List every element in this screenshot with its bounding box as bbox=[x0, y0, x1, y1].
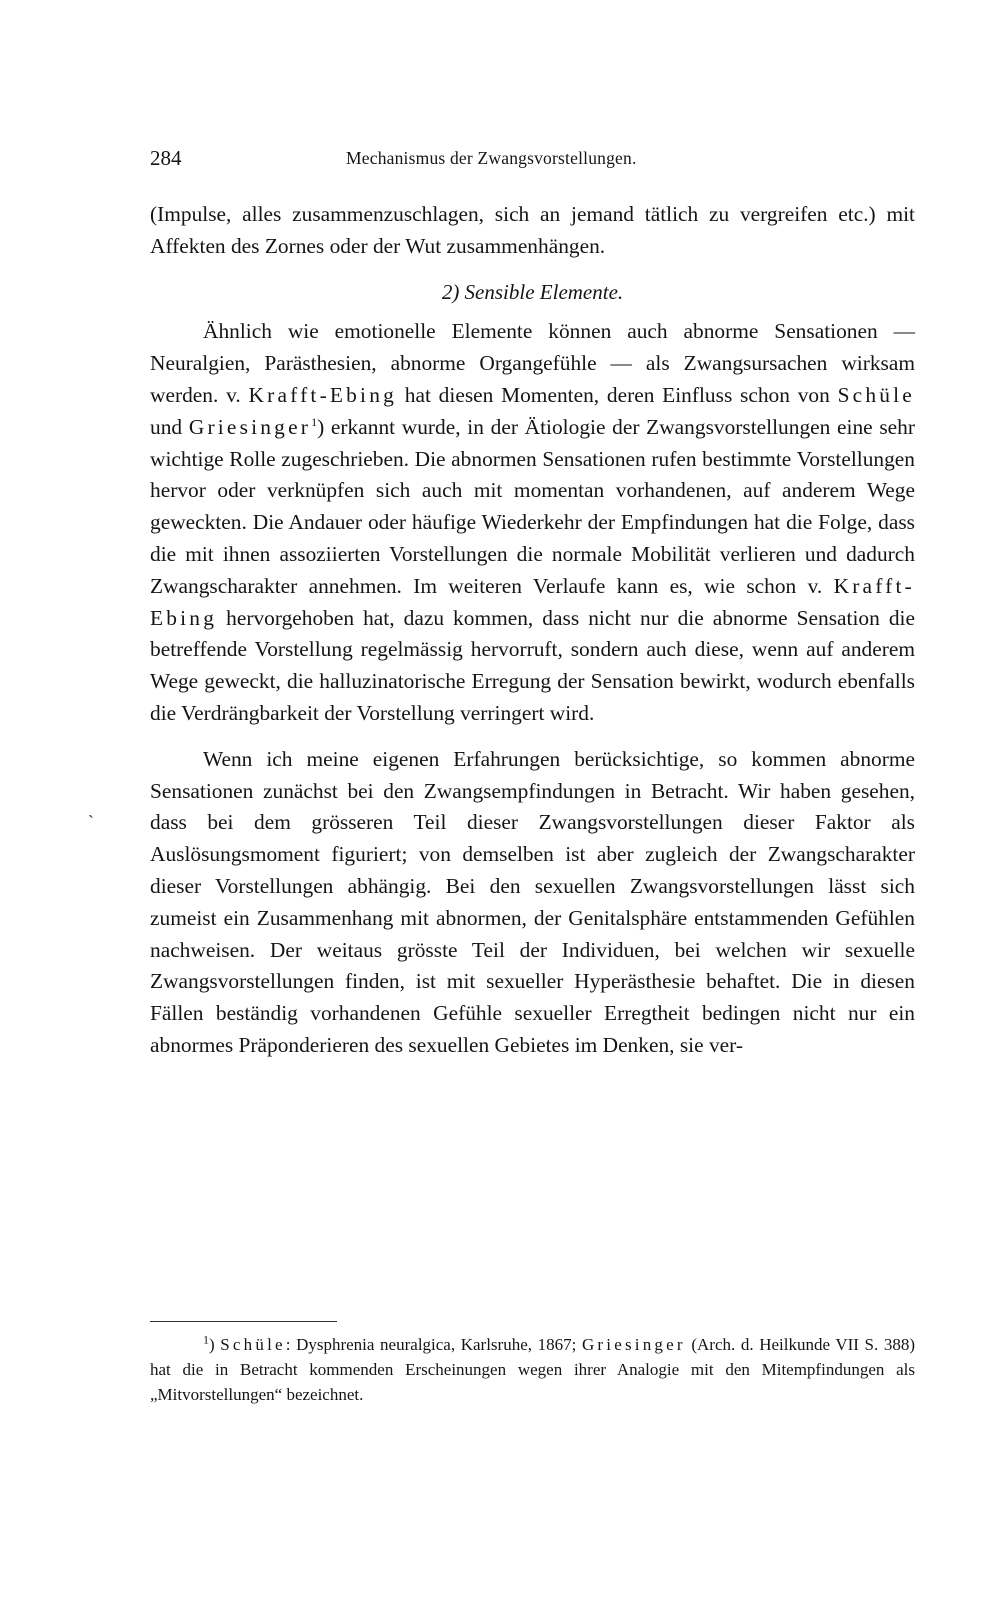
footnote-marker: 1 bbox=[203, 1332, 209, 1347]
paragraph-text: und bbox=[150, 414, 183, 439]
body-text bbox=[150, 199, 915, 1062]
author-name: Griesinger bbox=[188, 414, 312, 439]
footnote-divider bbox=[150, 1321, 337, 1322]
running-head: Mechanismus der Zwangsvorstellungen. bbox=[346, 148, 637, 168]
page-header bbox=[150, 146, 915, 176]
paragraph-text: ) erkannt wurde, in der Ätiologie der Zwangsvorstellungen eine sehr wichtige Rolle zugeschrieben. Die abnormen Sensationen rufen bestimmte Vorstellungen hervor oder verknüpfen sich auch mit momentan vorhandenen, auf anderem Wege geweckten. Die Andauer oder häufige Wiederkehr der Empfindungen hat die Folge, dass die mit ihnen assoziierten Vorstellungen die normale Mobilität verlieren und dadurch Zwangscharakter annehmen. Im weiteren Verlaufe kann es, wie schon v. bbox=[150, 414, 915, 598]
continuation-paragraph: (Impulse, alles zusammenzuschlagen, sich an jemand tätlich zu vergreifen etc.) mit Affekten des Zornes oder der Wut zusammenhängen. bbox=[150, 202, 915, 258]
footnotes bbox=[150, 1332, 915, 1407]
author-name: Schüle bbox=[837, 382, 915, 407]
paragraph-sensations bbox=[150, 316, 915, 729]
section-heading: 2) Sensible Elemente. bbox=[441, 279, 624, 304]
page-number: 284 bbox=[150, 146, 182, 170]
author-name: Griesinger bbox=[581, 1335, 686, 1354]
paragraph-text: hat diesen Momenten, deren Einfluss schon von bbox=[404, 382, 830, 407]
margin-mark: ˋ bbox=[88, 812, 94, 832]
author-name: Krafft-Ebing bbox=[248, 382, 397, 407]
footnote-text: (Arch. d. Heilkunde VII S. 388) hat die in Betracht kommenden Erscheinungen wegen ihrer Analogie mit den Mitempfindungen als „Mitvorstellungen“ bezeichnet. bbox=[150, 1335, 916, 1404]
paragraph-text: Ähnlich wie emotionelle Elemente können auch abnorme Sensationen — Neuralgien, Parästhesien, abnorme Organgefühle — als Zwangsursachen wirksam werden. v. bbox=[150, 319, 915, 407]
paragraph-text: hervorgehoben hat, dazu kommen, dass nicht nur die abnorme Sensation die betreffende Vorstellung regelmässig hervorruft, sondern auch diese, wenn auf anderem Wege geweckt, die halluzinatorische Erregung der Sensation bewirkt, wodurch ebenfalls die Verdrängbarkeit der Vorstellung verringert wird. bbox=[150, 605, 915, 725]
footnote: $^1$) Schüle: Dysphrenia neuralgica, Karlsruhe, 1867; Griesinger (Arch. d. Heilkunde VII S. 388) hat die in Betracht kommenden Erscheinungen wegen ihrer Analogie mit den Mitempfindungen als „Mitvorstellungen“ bezeichnet. bbox=[150, 1332, 916, 1404]
footnote-text: : Dysphrenia neuralgica, Karlsruhe, 1867; bbox=[285, 1335, 577, 1354]
author-name: Krafft-Ebing bbox=[150, 573, 915, 630]
paragraph-experience: Wenn ich meine eigenen Erfahrungen berücksichtige, so kommen abnorme Sensationen zunächst bei den Zwangsempfindungen in Betracht. Wir haben gesehen, dass bei dem grösseren Teil dieser Zwangsvorstellungen dieser Faktor als Auslösungsmoment figuriert; von demselben ist aber zugleich der Zwangscharakter dieser Vorstellungen abhängig. Bei den sexuellen Zwangsvorstellungen lässt sich zumeist ein Zusammenhang mit abnormen, der Genitalsphäre entstammenden Gefühlen nachweisen. Der weitaus grösste Teil der Individuen, bei welchen wir sexuelle Zwangsvorstellungen finden, ist mit sexueller Hyperästhesie behaftet. Die in diesen Fällen beständig vorhandenen Gefühle sexueller Erregtheit bedingen nicht nur ein abnormes Präponderieren des sexuellen Gebietes im Denken, sie ver- bbox=[150, 746, 915, 1057]
author-name: Schüle bbox=[220, 1335, 286, 1354]
footnote-reference: 1 bbox=[311, 414, 318, 429]
